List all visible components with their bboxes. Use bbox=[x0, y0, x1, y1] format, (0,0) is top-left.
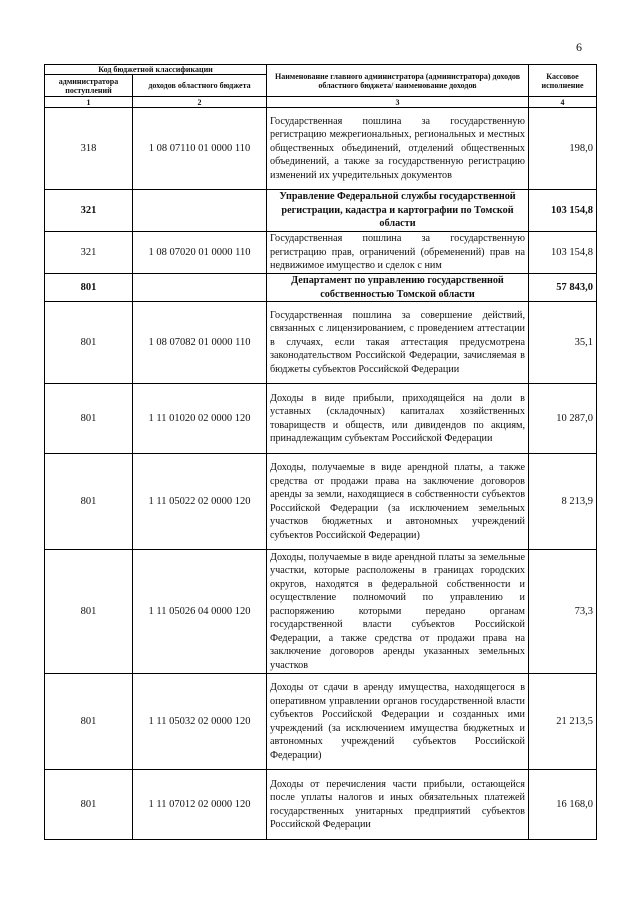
cash-amount: 57 843,0 bbox=[529, 274, 597, 302]
header-admin: администратора поступлений bbox=[45, 75, 133, 97]
income-code: 1 11 05032 02 0000 120 bbox=[133, 674, 267, 770]
income-name: Доходы от сдачи в аренду имущества, находящегося в оперативном управлении органов государственной власти субъектов Российской Федерации и созданных ими учреждений (за исключением имущества бюджетных и автономных учреждений субъектов Российской Федерации) bbox=[267, 674, 529, 770]
income-name: Государственная пошлина за государственную регистрацию межрегиональных, региональных и местных общественных объединений, отделений общественных объединений, а также за государственную регистрацию изменений их учредительных документов bbox=[267, 108, 529, 190]
header-income: доходов областного бюджета bbox=[133, 75, 267, 97]
admin-code: 801 bbox=[45, 770, 133, 840]
header-number-4: 4 bbox=[529, 97, 597, 108]
table-row bbox=[45, 232, 597, 274]
table-row bbox=[45, 770, 597, 840]
header-number-2: 2 bbox=[133, 97, 267, 108]
admin-code: 318 bbox=[45, 108, 133, 190]
admin-code: 321 bbox=[45, 232, 133, 274]
table-row bbox=[45, 302, 597, 384]
admin-code: 801 bbox=[45, 384, 133, 454]
income-name: Доходы, получаемые в виде арендной платы, а также средства от продажи права на заключение договоров аренды за земли, находящиеся в собственности субъектов Российской Федерации (за исключением земельных участков бюджетных и автономных учреждений субъектов Российской Федерации) bbox=[267, 454, 529, 550]
table-row bbox=[45, 190, 597, 232]
cash-amount: 8 213,9 bbox=[529, 454, 597, 550]
income-name: Доходы от перечисления части прибыли, остающейся после уплаты налогов и иных обязательных платежей государственных унитарных предприятий субъектов Российской Федерации bbox=[267, 770, 529, 840]
table-row bbox=[45, 454, 597, 550]
table-row bbox=[45, 274, 597, 302]
income-code: 1 11 05022 02 0000 120 bbox=[133, 454, 267, 550]
table-row bbox=[45, 108, 597, 190]
cash-amount: 103 154,8 bbox=[529, 232, 597, 274]
table-row bbox=[45, 674, 597, 770]
cash-amount: 103 154,8 bbox=[529, 190, 597, 232]
header-number-3: 3 bbox=[267, 97, 529, 108]
cash-amount: 35,1 bbox=[529, 302, 597, 384]
admin-code: 801 bbox=[45, 302, 133, 384]
header-number-1: 1 bbox=[45, 97, 133, 108]
header-name: Наименование главного администратора (администратора) доходов областного бюджета/ наименование доходов bbox=[267, 65, 529, 97]
cash-amount: 21 213,5 bbox=[529, 674, 597, 770]
budget-table bbox=[44, 64, 597, 840]
income-code: 1 11 01020 02 0000 120 bbox=[133, 384, 267, 454]
table-row bbox=[45, 550, 597, 674]
admin-code: 801 bbox=[45, 550, 133, 674]
cash-amount: 73,3 bbox=[529, 550, 597, 674]
income-code bbox=[133, 190, 267, 232]
cash-amount: 10 287,0 bbox=[529, 384, 597, 454]
cash-amount: 16 168,0 bbox=[529, 770, 597, 840]
income-name: Государственная пошлина за государственную регистрацию прав, ограничений (обременений) прав на недвижимое имущество и сделок с ним bbox=[267, 232, 529, 274]
income-code bbox=[133, 274, 267, 302]
income-code: 1 08 07082 01 0000 110 bbox=[133, 302, 267, 384]
admin-code: 321 bbox=[45, 190, 133, 232]
header-code-group: Код бюджетной классификации bbox=[45, 65, 267, 75]
income-code: 1 11 05026 04 0000 120 bbox=[133, 550, 267, 674]
income-code: 1 08 07020 01 0000 110 bbox=[133, 232, 267, 274]
income-name: Доходы, получаемые в виде арендной платы за земельные участки, которые расположены в границах городских округов, находятся в федеральной собственности и осуществление полномочий по управлению и распоряжению которыми передано органам государственной власти субъектов Российской Федерации, а также средства от продажи права на заключение договоров аренды указанных земельных участков bbox=[267, 550, 529, 674]
table-row bbox=[45, 384, 597, 454]
admin-code: 801 bbox=[45, 274, 133, 302]
income-code: 1 08 07110 01 0000 110 bbox=[133, 108, 267, 190]
income-name: Государственная пошлина за совершение действий, связанных с лицензированием, с проведением аттестации в случаях, если такая аттестация предусмотрена законодательством Российской Федерации, зачисляемая в бюджеты субъектов Российской Федерации bbox=[267, 302, 529, 384]
income-name: Доходы в виде прибыли, приходящейся на доли в уставных (складочных) капиталах хозяйственных товариществ и обществ, или дивидендов по акциям, принадлежащим субъектам Российской Федерации bbox=[267, 384, 529, 454]
administrator-name: Управление Федеральной службы государственной регистрации, кадастра и картографии по Томской области bbox=[267, 190, 529, 232]
admin-code: 801 bbox=[45, 454, 133, 550]
admin-code: 801 bbox=[45, 674, 133, 770]
administrator-name: Департамент по управлению государственной собственностью Томской области bbox=[267, 274, 529, 302]
page-number: 6 bbox=[576, 40, 582, 54]
header-cash: Кассовое исполнение bbox=[529, 65, 597, 97]
income-code: 1 11 07012 02 0000 120 bbox=[133, 770, 267, 840]
cash-amount: 198,0 bbox=[529, 108, 597, 190]
